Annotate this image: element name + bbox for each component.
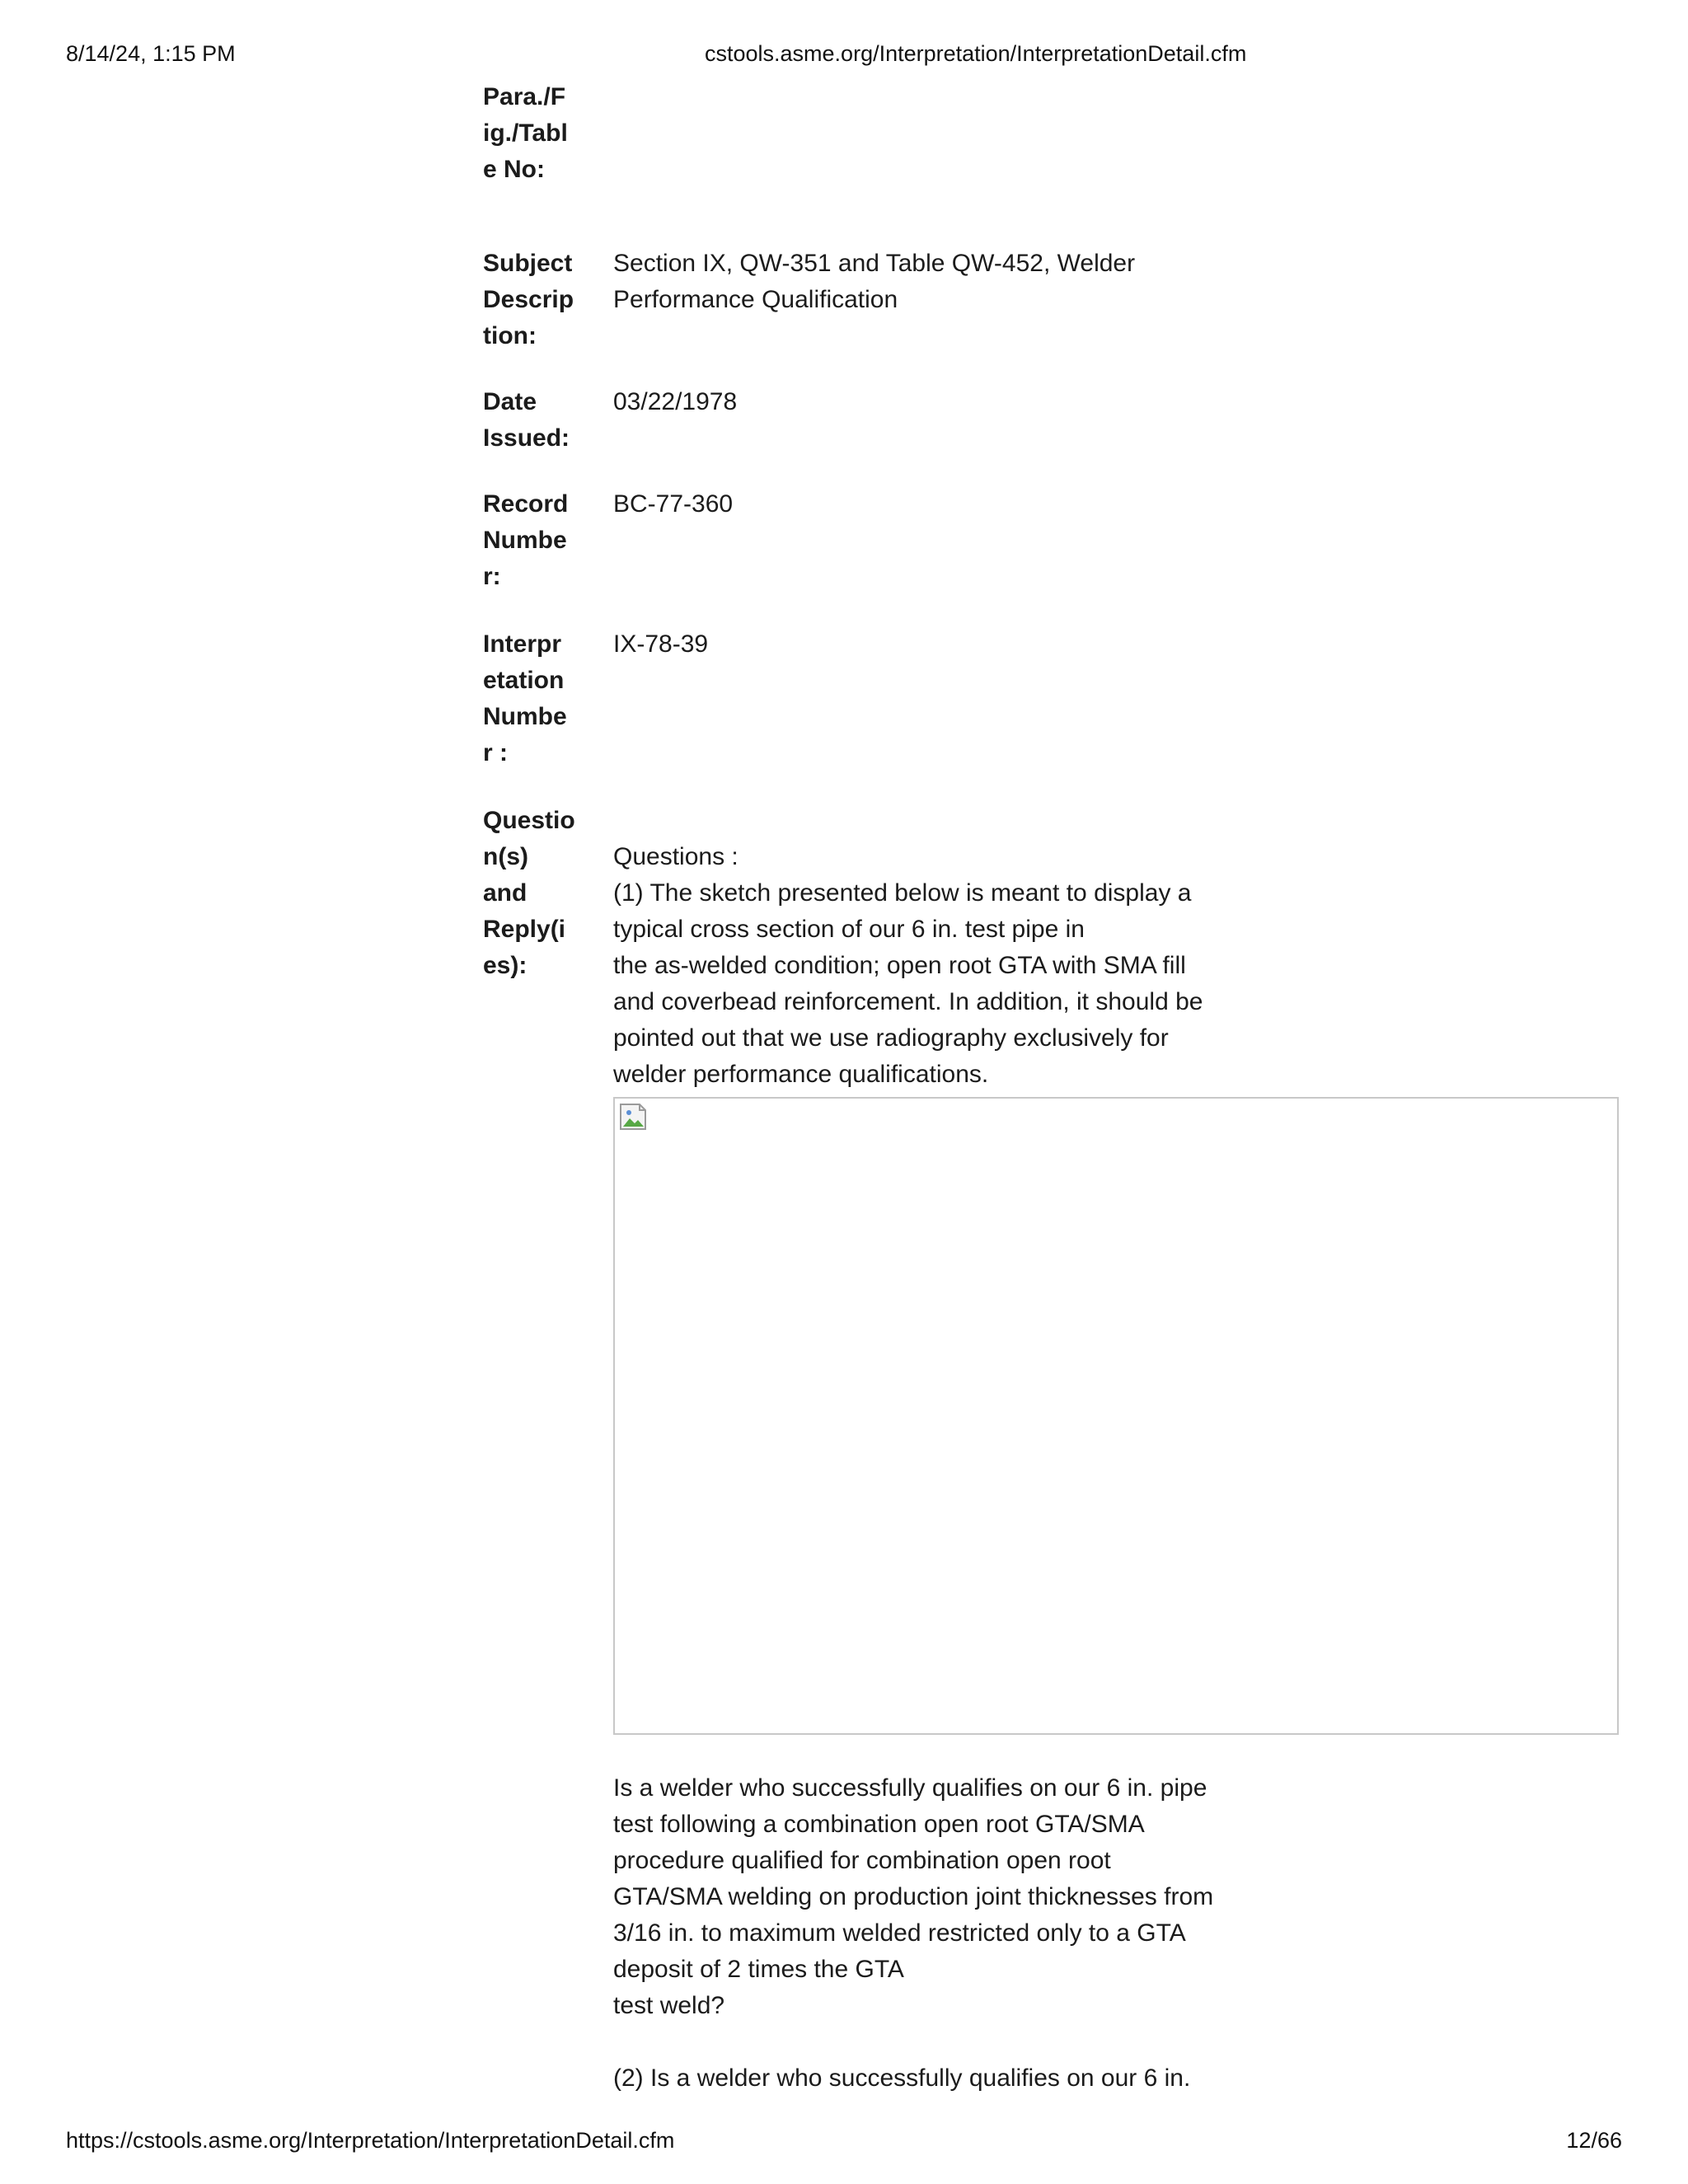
questions-replies-label: Questio n(s) and Reply(i es):	[483, 807, 575, 979]
questions-intro-text: Questions : (1) The sketch presented below is meant to display a typical cross section of our 6 in. test pipe in the as-welded condition; open root GTA with SMA fill and coverbead reinforcement. In addition, it should be pointed out that we use radiography exclusively for welder performance qualifications.	[613, 843, 1203, 1088]
para-fig-table-label: Para./F ig./Tabl e No:	[483, 83, 568, 183]
subject-description-value: Section IX, QW-351 and Table QW-452, Welder Performance Qualification	[613, 250, 1136, 313]
record-number-label: Record Numbe r:	[483, 490, 569, 590]
broken-image-icon	[618, 1102, 648, 1132]
interpretation-number-value: IX-78-39	[613, 630, 709, 658]
interpretation-number-label: Interpr etation Numbe r :	[483, 630, 567, 766]
print-footer-url: https://cstools.asme.org/Interpretation/InterpretationDetail.cfm	[66, 2128, 675, 2153]
date-issued-value: 03/22/1978	[613, 388, 738, 415]
print-header-url: cstools.asme.org/Interpretation/InterpretationDetail.cfm	[705, 41, 1247, 66]
print-date-time: 8/14/24, 1:15 PM	[66, 41, 236, 66]
sketch-image-placeholder	[613, 1097, 1619, 1735]
subject-description-label: Subject Descrip tion:	[483, 250, 574, 349]
question-1-text: Is a welder who successfully qualifies on our 6 in. pipe test following a combination open root GTA/SMA procedure qualified for combination open root GTA/SMA welding on production joint thicknesses from 3/16 in. to maximum welded restricted only to a GTA deposit of 2 times the GTA test weld?	[613, 1774, 1214, 2019]
date-issued-label: Date Issued:	[483, 388, 570, 452]
page-number: 12/66	[1566, 2128, 1622, 2153]
question-2-start: (2) Is a welder who successfully qualifies on our 6 in.	[613, 2064, 1191, 2092]
record-number-value: BC-77-360	[613, 490, 734, 518]
